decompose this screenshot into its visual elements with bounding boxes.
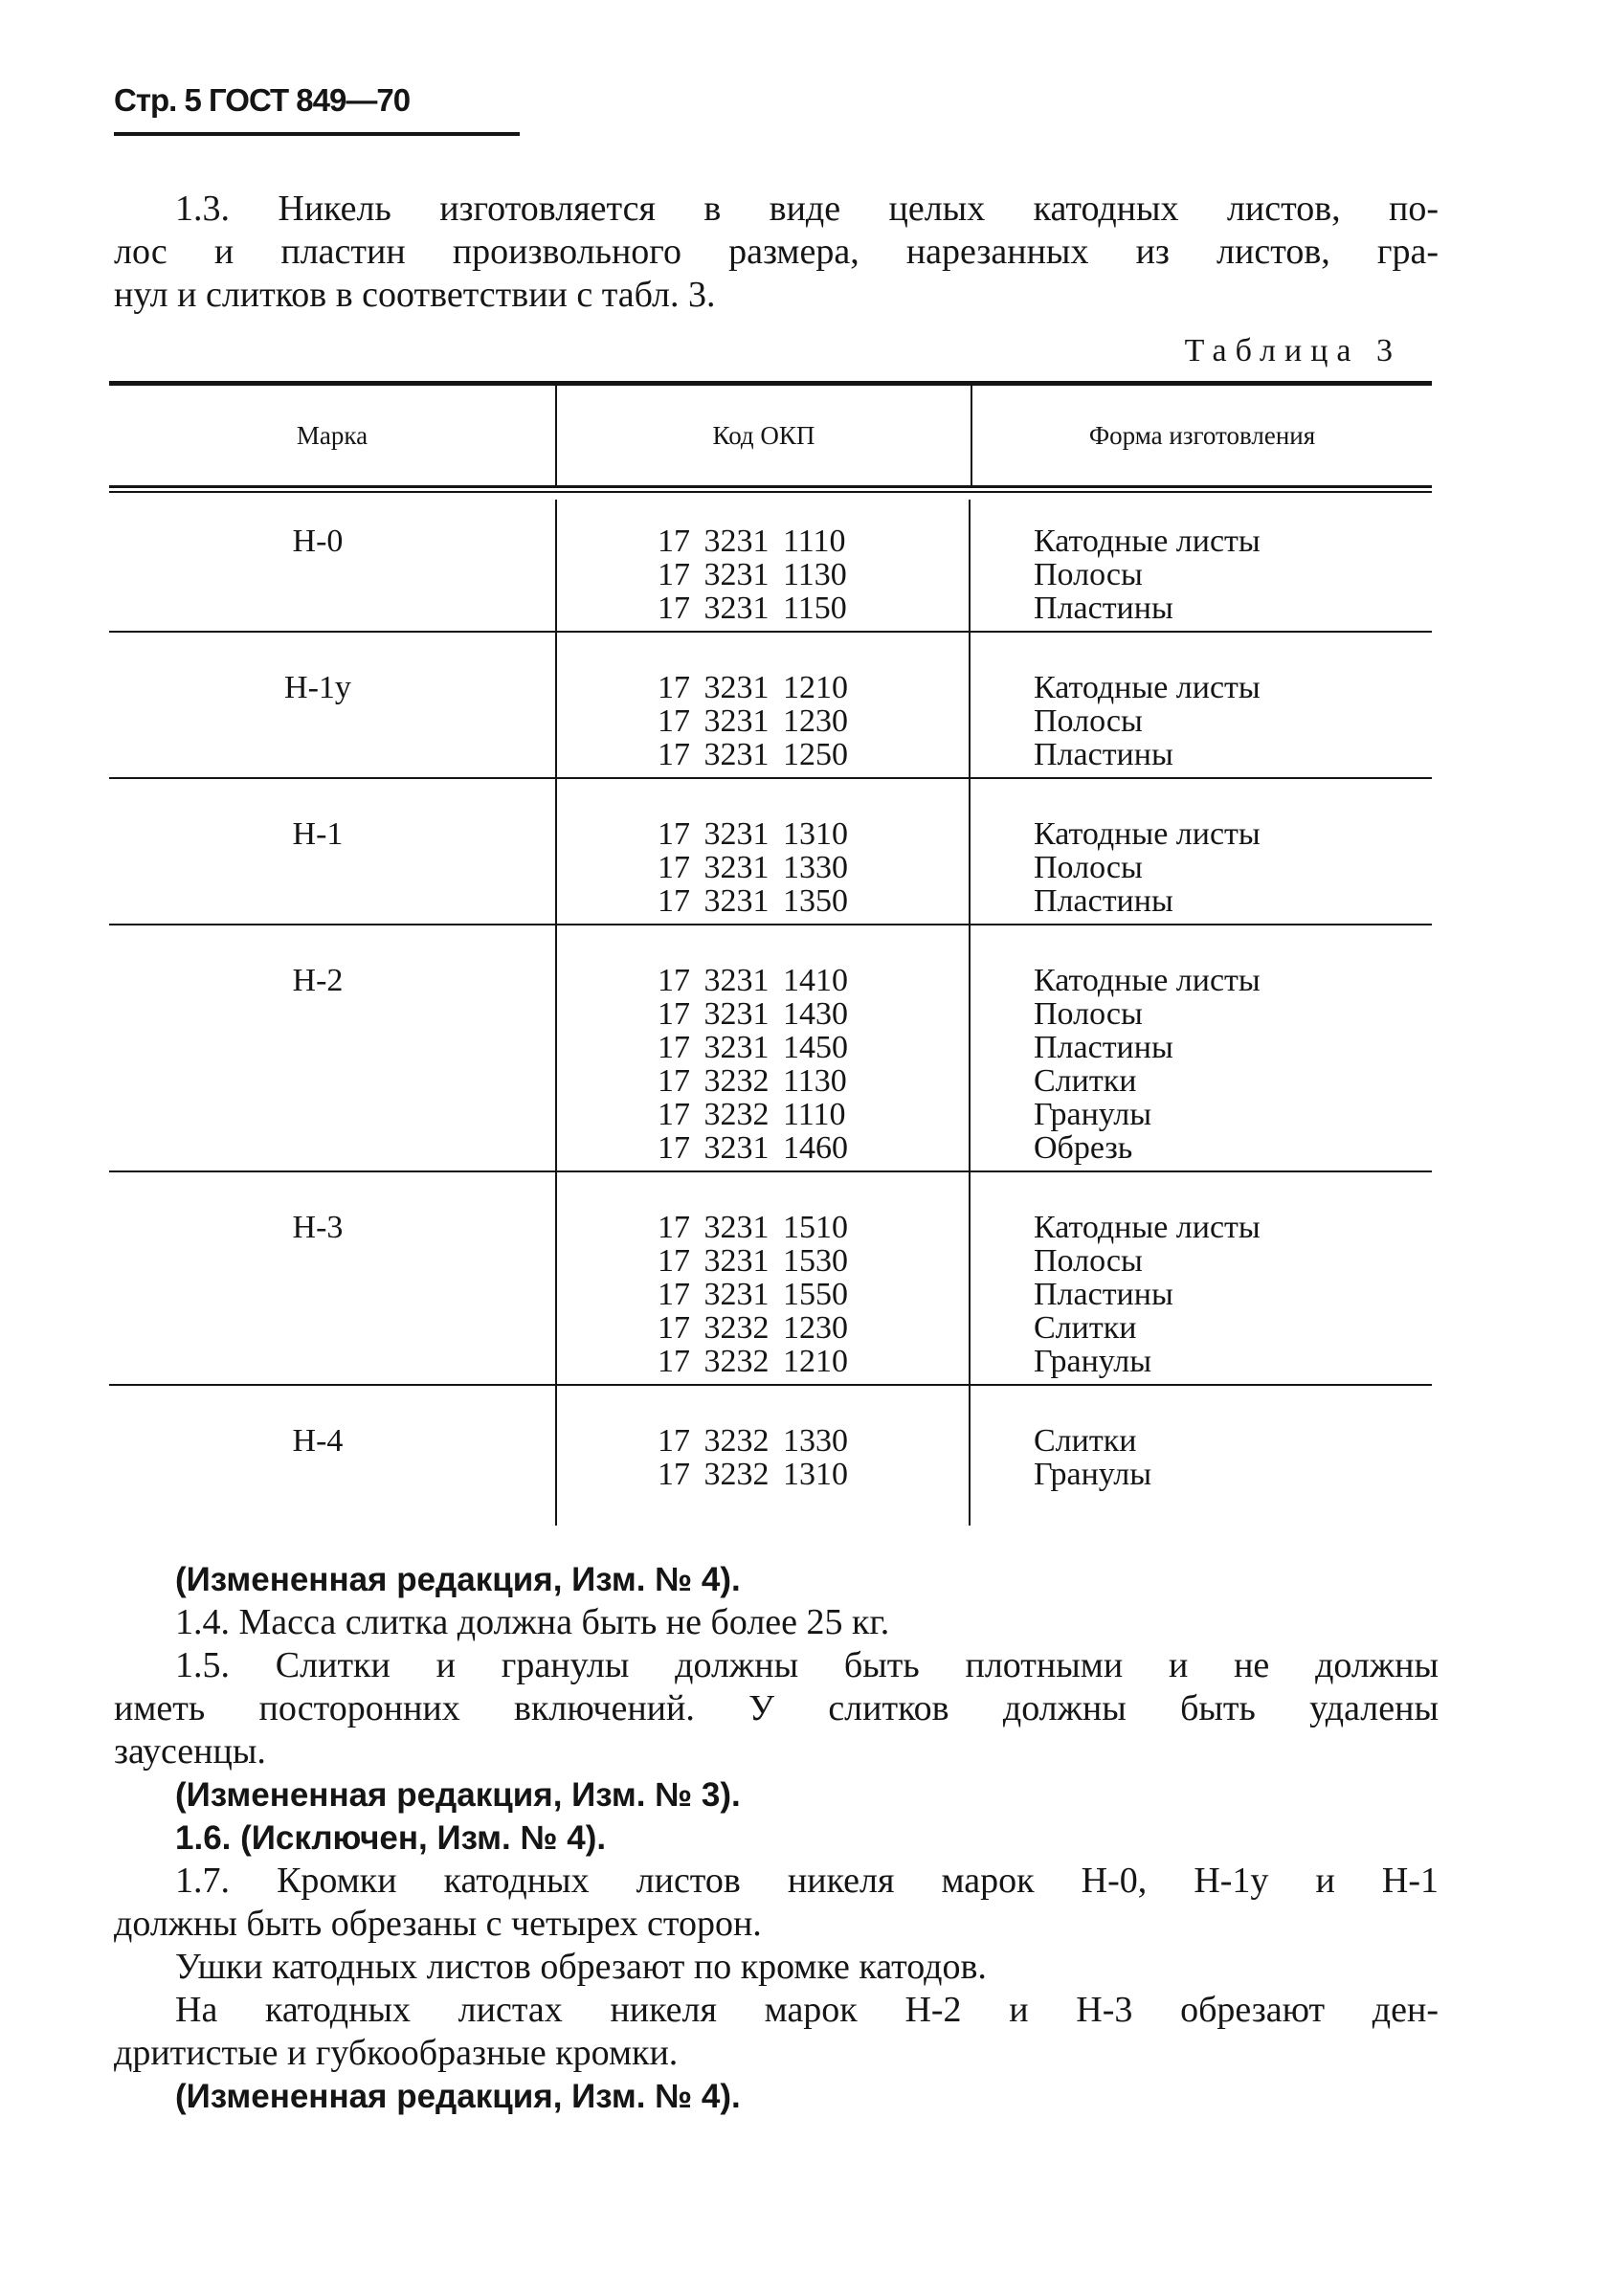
form-cell bbox=[969, 925, 1432, 1170]
text-line: 1.6. (Исключен, Изм. № 4). bbox=[175, 1819, 607, 1857]
form-cell bbox=[969, 779, 1432, 924]
okp-code: 17 3231 1510 bbox=[658, 1210, 848, 1245]
form-cell bbox=[969, 1386, 1432, 1526]
form-value: Полосы bbox=[1034, 996, 1143, 1032]
page-header: Стр. 5 ГОСТ 849—70 bbox=[114, 82, 411, 118]
form-value: Катодные листы bbox=[1034, 524, 1261, 559]
form-value: Слитки bbox=[1034, 1423, 1137, 1459]
intro-paragraph bbox=[114, 188, 1439, 317]
okp-code: 17 3232 1330 bbox=[658, 1423, 848, 1459]
form-value: Полосы bbox=[1034, 1243, 1143, 1279]
form-value: Пластины bbox=[1034, 737, 1173, 772]
table-row-group bbox=[109, 1172, 1432, 1386]
table-row-group bbox=[109, 779, 1432, 925]
okp-code: 17 3231 1530 bbox=[658, 1243, 848, 1279]
table-row-group bbox=[109, 633, 1432, 779]
table-row-group bbox=[109, 500, 1432, 633]
okp-code: 17 3232 1230 bbox=[658, 1310, 848, 1346]
okp-code: 17 3231 1550 bbox=[658, 1277, 848, 1312]
table-row-group bbox=[109, 1386, 1432, 1526]
form-value: Пластины bbox=[1034, 591, 1173, 626]
text-line: На катодных листах никеля марок Н-2 и Н-3 обрезают ден- bbox=[175, 1990, 1439, 2030]
mark-value: Н-0 bbox=[292, 524, 344, 559]
code-cell bbox=[555, 779, 969, 924]
mark-cell bbox=[109, 925, 555, 1170]
column-header-mark: Марка bbox=[296, 420, 368, 450]
column-header-code: Код ОКП bbox=[555, 386, 971, 485]
text-line: 1.5. Слитки и гранулы должны быть плотными и не должны bbox=[175, 1645, 1439, 1685]
form-value: Обрезь bbox=[1034, 1130, 1133, 1166]
mark-value: Н-4 bbox=[292, 1423, 344, 1459]
form-value: Катодные листы bbox=[1034, 963, 1261, 998]
body-text bbox=[114, 1558, 1439, 2118]
okp-code: 17 3231 1150 bbox=[658, 591, 847, 626]
code-cell bbox=[555, 633, 969, 777]
form-value: Катодные листы bbox=[1034, 670, 1261, 705]
okp-code: 17 3231 1310 bbox=[658, 816, 848, 852]
mark-cell bbox=[109, 1172, 555, 1384]
mark-value: Н-3 bbox=[292, 1210, 344, 1245]
form-value: Гранулы bbox=[1034, 1344, 1152, 1379]
okp-code: 17 3232 1210 bbox=[658, 1344, 848, 1379]
text-line: (Измененная редакция, Изм. № 4). bbox=[175, 2078, 741, 2115]
mark-value: Н-2 bbox=[292, 963, 344, 998]
okp-code: 17 3231 1410 bbox=[658, 963, 848, 998]
okp-code: 17 3231 1110 bbox=[658, 524, 846, 559]
form-value: Полосы bbox=[1034, 703, 1143, 739]
okp-code: 17 3231 1350 bbox=[658, 883, 848, 919]
form-value: Полосы bbox=[1034, 850, 1143, 885]
form-value: Катодные листы bbox=[1034, 1210, 1261, 1245]
code-cell bbox=[555, 1386, 969, 1526]
okp-code: 17 3231 1460 bbox=[658, 1130, 848, 1166]
table-3 bbox=[109, 381, 1432, 1526]
okp-code: 17 3231 1450 bbox=[658, 1030, 848, 1065]
text-line: Ушки катодных листов обрезают по кромке катодов. bbox=[175, 1947, 987, 1987]
okp-code: 17 3231 1330 bbox=[658, 850, 848, 885]
okp-code: 17 3231 1250 bbox=[658, 737, 848, 772]
form-cell bbox=[969, 1172, 1432, 1384]
mark-value: Н-1у bbox=[284, 670, 351, 705]
code-cell bbox=[555, 925, 969, 1170]
text-line: 1.3. Никель изготовляется в виде целых катодных листов, по- bbox=[175, 189, 1439, 229]
text-line: 1.7. Кромки катодных листов никеля марок Н-0, Н-1у и Н-1 bbox=[175, 1861, 1439, 1901]
okp-code: 17 3231 1230 bbox=[658, 703, 848, 739]
okp-code: 17 3232 1110 bbox=[658, 1097, 846, 1132]
mark-cell bbox=[109, 1386, 555, 1526]
mark-cell bbox=[109, 633, 555, 777]
form-value: Гранулы bbox=[1034, 1097, 1152, 1132]
form-value: Полосы bbox=[1034, 557, 1143, 592]
text-line: заусенцы. bbox=[114, 1731, 266, 1772]
table-row-group bbox=[109, 925, 1432, 1172]
table-body bbox=[109, 500, 1432, 1526]
text-line: должны быть обрезаны с четырех сторон. bbox=[114, 1904, 762, 1944]
text-line: иметь посторонних включений. У слитков должны быть удалены bbox=[114, 1688, 1439, 1728]
code-cell bbox=[555, 500, 969, 631]
table-header bbox=[109, 386, 1432, 488]
form-value: Катодные листы bbox=[1034, 816, 1261, 852]
code-cell bbox=[555, 1172, 969, 1384]
okp-code: 17 3232 1310 bbox=[658, 1457, 848, 1492]
mark-cell bbox=[109, 500, 555, 631]
table-caption: Таблица 3 bbox=[1184, 333, 1401, 368]
mark-cell bbox=[109, 779, 555, 924]
okp-code: 17 3232 1130 bbox=[658, 1063, 847, 1099]
text-line: дритистые и губкообразные кромки. bbox=[114, 2033, 679, 2073]
form-value: Пластины bbox=[1034, 883, 1173, 919]
text-line: (Измененная редакция, Изм. № 4). bbox=[175, 1561, 741, 1598]
text-line: лос и пластин произвольного размера, нарезанных из листов, гра- bbox=[114, 232, 1439, 272]
form-value: Пластины bbox=[1034, 1030, 1173, 1065]
header-rule bbox=[114, 132, 520, 136]
text-line: (Измененная редакция, Изм. № 3). bbox=[175, 1776, 741, 1814]
okp-code: 17 3231 1130 bbox=[658, 557, 847, 592]
form-cell bbox=[969, 500, 1432, 631]
okp-code: 17 3231 1430 bbox=[658, 996, 848, 1032]
form-value: Слитки bbox=[1034, 1310, 1137, 1346]
form-value: Слитки bbox=[1034, 1063, 1137, 1099]
okp-code: 17 3231 1210 bbox=[658, 670, 848, 705]
form-value: Пластины bbox=[1034, 1277, 1173, 1312]
text-line: нул и слитков в соответствии с табл. 3. bbox=[114, 275, 716, 315]
mark-value: Н-1 bbox=[292, 816, 344, 852]
form-value: Гранулы bbox=[1034, 1457, 1152, 1492]
text-line: 1.4. Масса слитка должна быть не более 25 кг. bbox=[175, 1602, 890, 1642]
form-cell bbox=[969, 633, 1432, 777]
column-header-form: Форма изготовления bbox=[971, 386, 1432, 485]
